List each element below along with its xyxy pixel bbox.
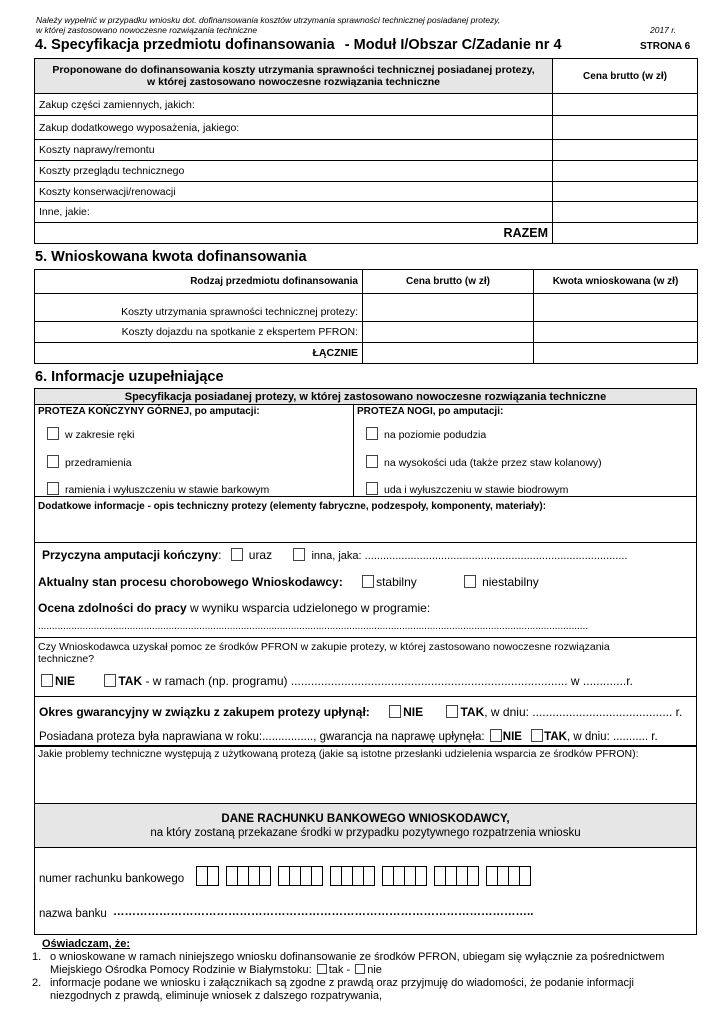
account-group[interactable]: [434, 866, 479, 886]
warranty-yes-checkbox[interactable]: [446, 705, 458, 718]
problems-box[interactable]: [34, 745, 697, 804]
declaration-nie-checkbox[interactable]: [355, 964, 365, 974]
pfron-no-checkbox[interactable]: [41, 674, 53, 687]
pfron-no-label: NIE: [55, 674, 76, 688]
warranty-box: [34, 696, 697, 747]
upper-option-hand[interactable]: [47, 427, 134, 441]
section4-row-label: Zakup dodatkowego wyposażenia, jakiego:: [35, 116, 553, 140]
section5-header-row: [35, 270, 698, 294]
account-group[interactable]: [330, 866, 375, 886]
prosthesis-block: [34, 404, 697, 497]
section5-col2: Cena brutto (w zł): [363, 270, 534, 294]
bank-header: [34, 803, 697, 848]
state-unstable-checkbox[interactable]: [464, 575, 476, 588]
table-row: [35, 94, 698, 116]
repair-yes-checkbox[interactable]: [531, 729, 543, 742]
account-group[interactable]: [196, 866, 219, 886]
declaration-tak-label: tak: [328, 964, 344, 976]
ability-label: Ocena zdolności do pracy: [38, 601, 187, 615]
cause-row: [42, 548, 627, 562]
lower-option-label: na poziomie podudzia: [384, 429, 487, 441]
section5-col1: Rodzaj przedmiotu dofinansowania: [35, 270, 363, 294]
price-input[interactable]: [553, 182, 698, 202]
declaration-item-2: [28, 977, 694, 1003]
section4-header-left-line1: Proponowane do dofinansowania koszty utrzymania sprawności technicznej posiadanej protezy,: [52, 64, 535, 76]
bank-name-label: nazwa banku: [39, 908, 107, 920]
table-row: [35, 294, 698, 322]
section5-col3: Kwota wnioskowana (w zł): [534, 270, 698, 294]
declaration-tak-checkbox[interactable]: [317, 964, 327, 974]
divider: [35, 542, 696, 543]
price-input[interactable]: [553, 116, 698, 140]
pfron-question-box: [34, 637, 697, 697]
list-number: 2.: [32, 977, 42, 989]
table-row: [35, 140, 698, 161]
warranty-no-label: NIE: [403, 705, 424, 719]
total-amount-input[interactable]: [534, 343, 698, 364]
cause-label: Przyczyna amputacji kończyny: [42, 548, 219, 562]
additional-info-box: [34, 496, 697, 638]
table-row: [35, 182, 698, 202]
cause-injury-label: uraz: [248, 548, 273, 562]
page-label: STRONA 6: [640, 41, 691, 52]
checkbox[interactable]: [366, 427, 378, 440]
lower-limb-column: [354, 405, 696, 496]
list-number: 1.: [32, 951, 42, 963]
lower-option-label: uda i wyłuszczeniu w stawie biodrowym: [384, 484, 569, 496]
warranty-no-checkbox[interactable]: [389, 705, 401, 718]
declaration-item1-text: Miejskiego Ośrodka Pomocy Rodzinie w Białymstoku:: [50, 964, 312, 976]
section5-title: 5. Wnioskowana kwota dofinansowania: [35, 249, 307, 265]
table-row: [35, 202, 698, 223]
pfron-question-line1: Czy Wnioskodawca uzyskał pomoc ze środków PFRON w zakupie protezy, w której zastosowano nowoczesne rozwiązania: [38, 641, 610, 653]
repair-date: , w dniu: ........... r.: [566, 731, 658, 743]
pfron-question: [38, 641, 693, 665]
account-group[interactable]: [382, 866, 427, 886]
section4-header-left-line2: w której zastosowano nowoczesne rozwiązania techniczne: [147, 76, 440, 88]
section4-row-label: Koszty przeglądu technicznego: [35, 161, 553, 182]
checkbox[interactable]: [47, 455, 59, 468]
section5-total-label: ŁĄCZNIE: [35, 343, 363, 364]
warranty-date: , w dniu: .......................................... r.: [484, 705, 683, 719]
state-stable-checkbox[interactable]: [362, 575, 374, 588]
lower-option-label: na wysokości uda (także przez staw kolanowy): [384, 457, 602, 469]
section4-total-label: RAZEM: [35, 223, 553, 244]
header-note: [36, 15, 676, 35]
price-input[interactable]: [553, 202, 698, 223]
header-note-line1: Należy wypełnić w przypadku wniosku dot. dofinansowania kosztów utrzymania sprawności technicznej posiadanej protezy,: [36, 15, 501, 25]
ability-input[interactable]: ......................................................................................................................................................................................................: [38, 621, 589, 632]
declaration-list: [28, 951, 694, 1003]
declaration-item1-line2: Miejskiego Ośrodka Pomocy Rodzinie w Białymstoku: tak - nie: [50, 964, 382, 976]
section4-header-right: Cena brutto (w zł): [553, 59, 698, 94]
repair-yes-label: TAK: [544, 731, 567, 743]
section4-title-main: 4. Specyfikacja przedmiotu dofinansowania: [35, 37, 335, 53]
bank-subtitle: na który zostaną przekazane środki w przypadku pozytywnego rozpatrzenia wniosku: [150, 827, 581, 839]
upper-option-label: w zakresie ręki: [65, 429, 135, 441]
lower-limb-title: PROTEZA NOGI, po amputacji:: [357, 406, 504, 417]
pfron-question-line2: techniczne?: [38, 653, 95, 665]
lower-option-thigh[interactable]: [366, 455, 602, 469]
section4-row-label: Koszty naprawy/remontu: [35, 140, 553, 161]
upper-option-label: ramienia i wyłuszczeniu w stawie barkowym: [65, 484, 270, 496]
state-label: Aktualny stan procesu chorobowego Wnioskodawcy:: [38, 575, 343, 589]
checkbox[interactable]: [47, 482, 59, 495]
pfron-answer-row: [41, 674, 633, 688]
section4-row-label: Inne, jakie:: [35, 202, 553, 223]
pfron-yes-checkbox[interactable]: [104, 674, 116, 687]
account-group[interactable]: [278, 866, 323, 886]
cause-other-label: inna, jaka: ......................................................................................: [311, 550, 628, 562]
header-note-line2: w której zastosowano nowoczesne rozwiązania techniczne: [36, 25, 258, 35]
section4-total-row: [35, 223, 698, 244]
table-row: [35, 322, 698, 343]
table-row: [35, 161, 698, 182]
section4-header-row: [35, 59, 698, 94]
lower-option-shin[interactable]: [366, 427, 486, 441]
section4-title-module: - Moduł I/Obszar C/Zadanie nr 4: [344, 37, 562, 53]
section6-title: 6. Informacje uzupełniające: [35, 369, 224, 385]
section4-table: [34, 58, 698, 244]
upper-limb-title: PROTEZA KOŃCZYNY GÓRNEJ, po amputacji:: [38, 406, 260, 417]
state-row: [38, 575, 539, 589]
ability-row: [38, 601, 430, 615]
upper-option-label: przedramienia: [65, 457, 132, 469]
upper-limb-column: [35, 405, 354, 496]
repair-label: Posiadana proteza była naprawiana w roku:................, gwarancja na naprawę upłynęła:: [39, 731, 485, 743]
state-stable-label: stabilny: [376, 575, 417, 589]
problems-label: Jakie problemy techniczne występują z użytkowaną protezą (jakie są istotne przesłanki udzielenia wsparcia ze środków PFRON):: [38, 748, 639, 760]
additional-info-label: Dodatkowe informacje - opis techniczny protezy (elementy fabryczne, podzespoły, komponenty, materiały):: [38, 501, 547, 512]
repair-no-label: NIE: [502, 731, 522, 743]
total-price-input[interactable]: [553, 223, 698, 244]
cause-other-checkbox[interactable]: [293, 548, 305, 561]
account-group[interactable]: [226, 866, 271, 886]
section5-row2-label: Koszty dojazdu na spotkanie z ekspertem PFRON:: [35, 322, 363, 343]
declaration-title: Oświadczam, że:: [42, 938, 131, 950]
bank-details-box: [34, 847, 697, 935]
pfron-yes-details: - w ramach (np. programu) ................................................................................... w .............r.: [142, 674, 633, 688]
section5-table: [34, 269, 698, 364]
section5-total-row: [35, 343, 698, 364]
lower-option-hip[interactable]: [366, 482, 568, 496]
bank-name-input[interactable]: ………………………………………………………………………………………………..: [113, 906, 534, 918]
price-input[interactable]: [553, 140, 698, 161]
warranty-label: Okres gwarancyjny w związku z zakupem protezy upłynął:: [39, 705, 370, 719]
warranty-row: [39, 705, 682, 719]
declaration-item-1: [28, 951, 694, 977]
spec-header: Specyfikacja posiadanej protezy, w której zastosowano nowoczesne rozwiązania techniczne: [34, 388, 697, 405]
checkbox[interactable]: [366, 455, 378, 468]
checkbox[interactable]: [47, 427, 59, 440]
declaration-item2-line1: informacje podane we wniosku i załącznikach są zgodne z prawdą oraz przyjmuję do wiadomości, że podanie informacji: [50, 977, 634, 989]
account-number-input[interactable]: [196, 866, 538, 886]
account-group[interactable]: [486, 866, 531, 886]
repair-row: [39, 729, 658, 743]
state-unstable-label: niestabilny: [482, 575, 539, 589]
declaration-item1-line1: o wnioskowane w ramach niniejszego wniosku dofinansowanie ze środków PFRON, ubiegam się wyłącznie za pośrednictwem: [50, 951, 665, 963]
amount-input[interactable]: [534, 294, 698, 322]
amount-input[interactable]: [534, 322, 698, 343]
price-input[interactable]: [363, 322, 534, 343]
upper-option-shoulder[interactable]: [47, 482, 269, 496]
ability-rest: w wyniku wsparcia udzielonego w programie:: [186, 601, 431, 615]
declaration-item2-line2: niezgodnych z prawdą, eliminuje wniosek z dalszego rozpatrywania,: [50, 990, 383, 1002]
upper-option-forearm[interactable]: [47, 455, 132, 469]
section4-row-label: Zakup części zamiennych, jakich:: [35, 94, 553, 116]
checkbox[interactable]: [366, 482, 378, 495]
bank-title: DANE RACHUNKU BANKOWEGO WNIOSKODAWCY,: [221, 813, 510, 825]
cause-injury-checkbox[interactable]: [231, 548, 243, 561]
warranty-yes-label: TAK: [460, 705, 485, 719]
price-input[interactable]: [553, 94, 698, 116]
section4-row-label: Koszty konserwacji/renowacji: [35, 182, 553, 202]
year-label: 2017 r.: [650, 25, 677, 35]
price-input[interactable]: [363, 294, 534, 322]
section4-title: [35, 37, 562, 53]
declaration-nie-label: nie: [367, 964, 382, 976]
section4-header-left: [35, 59, 553, 94]
table-row: [35, 116, 698, 140]
cause-colon: :: [218, 548, 222, 562]
account-label: numer rachunku bankowego: [39, 873, 185, 885]
price-input[interactable]: [553, 161, 698, 182]
pfron-yes-label: TAK: [118, 674, 143, 688]
section5-row1-label: Koszty utrzymania sprawności technicznej protezy:: [35, 294, 363, 322]
repair-no-checkbox[interactable]: [490, 729, 502, 742]
total-price-input[interactable]: [363, 343, 534, 364]
